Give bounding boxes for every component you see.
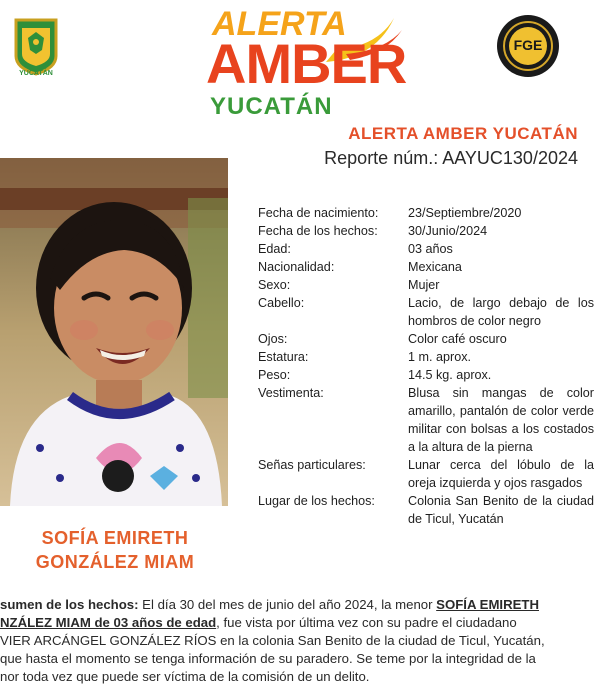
detail-value: Blusa sin mangas de color amarillo, pantalón de color verde militar con bolsas a los costados a la altura de la pierna	[408, 386, 594, 454]
detail-label: Fecha de nacimiento:	[258, 206, 379, 220]
detail-row-eyes	[258, 330, 594, 348]
detail-row-age	[258, 240, 594, 258]
person-name-line1: SOFÍA EMIRETH	[41, 528, 189, 548]
detail-label: Ojos:	[258, 332, 288, 346]
detail-label: Cabello:	[258, 296, 305, 310]
brand-alerta-text: ALERTA	[212, 5, 347, 43]
report-number-line	[290, 148, 578, 169]
person-name-line2: GONZÁLEZ MIAM	[35, 552, 195, 572]
brand-yucatan-text: YUCATÁN	[210, 93, 333, 120]
detail-label: Peso:	[258, 368, 291, 382]
detail-label: Lugar de los hechos:	[258, 494, 375, 508]
detail-row-incident-date	[258, 222, 594, 240]
summary-text: nor toda vez que puede ser víctima de la comisión de un delito.	[0, 669, 370, 684]
fge-logo-text: FGE	[513, 37, 543, 53]
detail-label: Señas particulares:	[258, 458, 366, 472]
detail-value: Mexicana	[408, 260, 462, 274]
brand-amber-text: AMBER	[206, 32, 407, 95]
summary-label: sumen de los hechos:	[0, 597, 139, 612]
detail-value: Mujer	[408, 278, 440, 292]
summary-text: El día 30 del mes de junio del año 2024, la menor	[138, 597, 437, 612]
fge-seal-logo	[496, 14, 560, 78]
missing-person-photo	[0, 158, 228, 506]
missing-person-name	[10, 526, 220, 574]
summary-child-name-cont: NZÁLEZ MIAM de 03 años de edad	[0, 615, 217, 630]
incident-summary	[0, 596, 590, 686]
detail-label: Edad:	[258, 242, 291, 256]
detail-row-nationality	[258, 258, 594, 276]
detail-value: Color café oscuro	[408, 332, 507, 346]
detail-label: Sexo:	[258, 278, 291, 292]
detail-value: 1 m. aprox.	[408, 350, 471, 364]
detail-label: Fecha de los hechos:	[258, 224, 378, 238]
summary-text: , fue vista por última vez con su padre el ciudadano	[216, 615, 517, 630]
left-logo-caption: YUCATÁN	[19, 70, 53, 77]
detail-row-weight	[258, 366, 594, 384]
detail-value: 03 años	[408, 242, 453, 256]
detail-row-height	[258, 348, 594, 366]
alert-title: ALERTA AMBER YUCATÁN	[348, 124, 578, 143]
summary-text: que hasta el momento se tenga información de su paradero. Se teme por la integridad de la	[0, 651, 536, 666]
detail-value: 14.5 kg. aprox.	[408, 368, 492, 382]
yucatan-coat-of-arms-logo	[12, 16, 60, 78]
detail-row-birthdate	[258, 204, 594, 222]
summary-child-name: SOFÍA EMIRETH	[436, 597, 539, 612]
details-table	[258, 204, 594, 528]
detail-value: Lacio, de largo debajo de los hombros de color negro	[408, 296, 594, 328]
summary-text: VIER ARCÁNGEL GONZÁLEZ RÍOS en la colonia San Benito de la ciudad de Ticul, Yucatán,	[0, 633, 545, 648]
detail-label: Nacionalidad:	[258, 260, 335, 274]
detail-value: 30/Junio/2024	[408, 224, 488, 238]
detail-row-sex	[258, 276, 594, 294]
detail-row-marks	[258, 456, 594, 492]
detail-value: Lunar cerca del lóbulo de la oreja izquierda y ojos rasgados	[408, 458, 594, 490]
report-label: Reporte núm.:	[324, 148, 439, 168]
report-number: AAYUC130/2024	[442, 148, 578, 168]
detail-row-clothing	[258, 384, 594, 456]
alerta-amber-brand	[196, 4, 426, 124]
detail-row-location	[258, 492, 594, 528]
detail-row-hair	[258, 294, 594, 330]
detail-value: Colonia San Benito de la ciudad de Ticul, Yucatán	[408, 494, 594, 526]
detail-value: 23/Septiembre/2020	[408, 206, 522, 220]
detail-label: Estatura:	[258, 350, 309, 364]
detail-label: Vestimenta:	[258, 386, 324, 400]
